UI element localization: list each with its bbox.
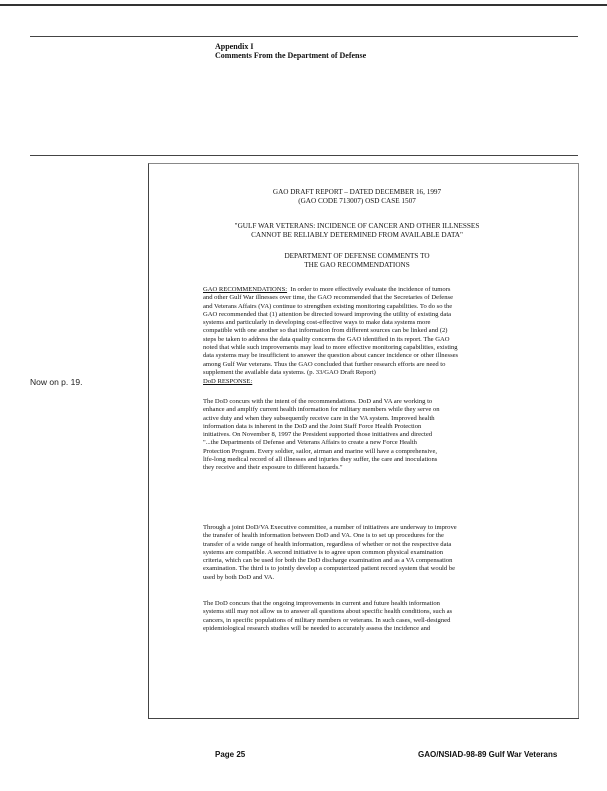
text-line: transfer of a wide range of health information, regardless of whether or not the respective data xyxy=(203,540,452,548)
text-line: systems are compatible. A second initiative is to agree upon common physical examination xyxy=(203,548,444,556)
text-line: used by both DoD and VA. xyxy=(203,573,275,581)
text-line: Through a joint DoD/VA Executive committee, a number of initiatives are underway to improve xyxy=(203,524,457,531)
text-line: compatible with one another so that information from different sources can be linked and (2) xyxy=(203,327,448,335)
response-paragraph-1 xyxy=(203,398,525,473)
dod-response-label: DoD RESPONSE: xyxy=(203,378,253,385)
gao-recommendations-paragraph xyxy=(203,286,525,377)
text-line: In order to more effectively evaluate the incidence of tumors xyxy=(290,286,451,293)
text-line: examination. The third is to jointly develop a computerized patient record system that would be xyxy=(203,565,456,573)
report-code-line: (GAO CODE 713007) OSD CASE 1507 xyxy=(298,197,416,205)
text-line: initiatives. On November 8, 1997 the President supported those initiatives and directed xyxy=(203,431,433,439)
text-line: and other Gulf War illnesses over time, the GAO recommended that the Secretaries of Defense xyxy=(203,294,454,302)
margin-note: Now on p. 19. xyxy=(30,377,83,387)
text-line: The DoD concurs that the ongoing improvements in current and future health information xyxy=(203,600,440,607)
text-line: enhance and amplify current health information for military members while they serve on xyxy=(203,406,440,414)
header-rule xyxy=(30,36,578,37)
text-line: among Gulf War veterans. Thus the GAO concluded that further research efforts are need to xyxy=(203,360,446,368)
report-title-line: GAO DRAFT REPORT – DATED DECEMBER 16, 1997 xyxy=(272,188,442,196)
text-line: Protection Program. Every soldier, sailor, airman and marine will have a comprehensive, xyxy=(203,447,438,455)
dod-response-heading xyxy=(203,378,525,386)
text-line: they receive and their exposure to different hazards." xyxy=(203,464,343,472)
comments-heading-block xyxy=(200,252,514,270)
text-line: criteria, which can be used for both the DoD discharge examination and as a VA compensation xyxy=(203,557,453,565)
text-line: noted that while such improvements may lead to more effective monitoring capabilities, existing xyxy=(203,344,458,352)
appendix-header xyxy=(215,42,366,60)
text-line: supplement the available data systems. (p. 33/GAO Draft Report) xyxy=(203,368,376,376)
report-subject-block xyxy=(200,222,514,240)
text-line: active duty and when they subsequently receive care in the VA system. Improved health xyxy=(203,414,435,422)
appendix-label: Appendix I xyxy=(215,42,254,51)
text-line: cancers, in specific populations of military members or veterans. In such cases, well-designed xyxy=(203,616,451,624)
text-line: epidemiological research studies will be needed to accurately assess the incidence and xyxy=(203,624,431,632)
text-line: the transfer of health information between DoD and VA. One is to set up procedures for the xyxy=(203,532,444,540)
page-number: Page 25 xyxy=(215,750,246,759)
text-line: systems and particularly in developing cost-effective ways to make data systems more xyxy=(203,319,431,327)
comments-heading-line: DEPARTMENT OF DEFENSE COMMENTS TO xyxy=(284,252,430,260)
text-line: data systems may be insufficient to answer the question about cancer incidence or other illnesses xyxy=(203,352,459,360)
comments-heading-line: THE GAO RECOMMENDATIONS xyxy=(304,261,410,269)
top-border-rule xyxy=(0,4,607,6)
subject-line: "GULF WAR VETERANS: INCIDENCE OF CANCER AND OTHER ILLNESSES xyxy=(234,222,480,230)
section-rule xyxy=(30,155,578,156)
text-line: "...the Departments of Defense and Veterans Affairs to create a new Force Health xyxy=(203,439,417,447)
gao-recommendations-label: GAO RECOMMENDATIONS: xyxy=(203,286,288,293)
text-line: GAO recommended that (1) attention be directed toward improving the utility of existing data xyxy=(203,310,452,318)
text-line: life-long medical record of all illnesses and injuries they suffer, the care and inoculations xyxy=(203,456,438,464)
response-paragraph-2 xyxy=(203,524,525,582)
response-paragraph-3 xyxy=(203,600,525,633)
appendix-title: Comments From the Department of Defense xyxy=(215,51,367,60)
text-line: and Veterans Affairs (VA) continue to strengthen existing monitoring capabilities. To do so the xyxy=(203,302,453,310)
text-line: information data is inherent in the DoD and the Joint Staff Force Health Protection xyxy=(203,422,422,430)
report-identifier: GAO/NSIAD-98-89 Gulf War Veterans xyxy=(418,750,558,759)
text-line: steps be taken to address the data quality concerns the GAO identified in its report. The GAO xyxy=(203,335,450,343)
text-line: The DoD concurs with the intent of the recommendations. DoD and VA are working to xyxy=(203,398,433,405)
text-line: systems still may not allow us to answer all questions about specific health conditions, such as xyxy=(203,608,453,616)
report-title-block xyxy=(200,188,514,206)
subject-line: CANNOT BE RELIABLY DETERMINED FROM AVAILABLE DATA" xyxy=(251,231,463,239)
